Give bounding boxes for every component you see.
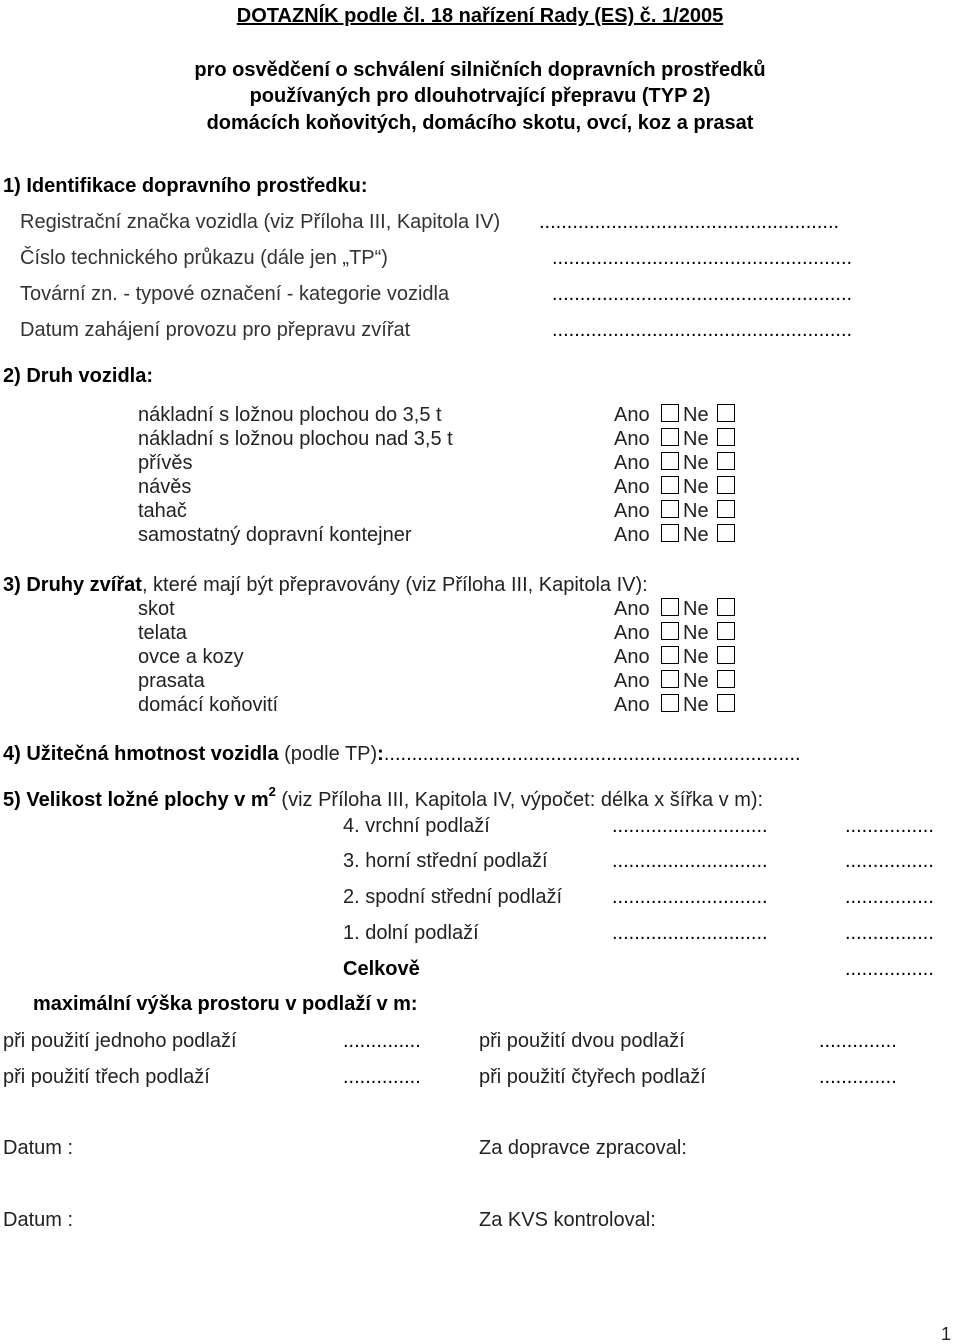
section-5-heading	[3, 784, 764, 811]
no-label: Ne	[683, 622, 709, 644]
section-4-number: 4)	[3, 743, 27, 765]
no-label: Ne	[683, 646, 709, 668]
section-5-heading-bold: 5) Velikost ložné plochy v m	[3, 789, 269, 811]
no-checkbox[interactable]	[717, 404, 735, 422]
floor-length-field[interactable]: ............................	[612, 815, 768, 837]
no-checkbox[interactable]	[717, 622, 735, 640]
animal-type-label: domácí koňovití	[138, 694, 279, 716]
floor-width-field[interactable]: ................	[845, 850, 934, 872]
yes-checkbox[interactable]	[661, 452, 679, 470]
section-4-heading-bold: Užitečná hmotnost vozidla	[26, 743, 279, 765]
no-checkbox[interactable]	[717, 428, 735, 446]
no-checkbox[interactable]	[717, 476, 735, 494]
yes-label: Ano	[614, 670, 650, 692]
yes-checkbox[interactable]	[661, 598, 679, 616]
document-subtitle-line-3: domácích koňovitých, domácího skotu, ovcí, koz a prasat	[206, 112, 754, 134]
floor-length-field[interactable]: ............................	[612, 886, 768, 908]
no-checkbox[interactable]	[717, 694, 735, 712]
vehicle-type-label: nákladní s ložnou plochou nad 3,5 t	[138, 428, 453, 450]
vehicle-type-label: tahač	[138, 500, 187, 522]
yes-checkbox[interactable]	[661, 694, 679, 712]
yes-label: Ano	[614, 428, 650, 450]
floor-label: 3. horní střední podlaží	[343, 850, 548, 872]
floor-width-field[interactable]: ................	[845, 886, 934, 908]
total-label: Celkově	[343, 958, 420, 980]
four-floor-height-label: při použití čtyřech podlaží	[479, 1066, 706, 1088]
animal-type-label: skot	[138, 598, 175, 620]
date-label-carrier: Datum :	[3, 1137, 74, 1159]
vehicle-type-label: samostatný dopravní kontejner	[138, 524, 412, 546]
yes-label: Ano	[614, 622, 650, 644]
two-floor-height-label: při použití dvou podlaží	[479, 1030, 685, 1052]
yes-label: Ano	[614, 476, 650, 498]
two-floor-height-field[interactable]: ..............	[819, 1030, 897, 1052]
no-label: Ne	[683, 694, 709, 716]
floor-label: 2. spodní střední podlaží	[343, 886, 563, 908]
no-checkbox[interactable]	[717, 524, 735, 542]
no-checkbox[interactable]	[717, 452, 735, 470]
section-4-heading	[3, 744, 801, 764]
no-label: Ne	[683, 428, 709, 450]
vehicle-type-label: návěs	[138, 476, 192, 498]
no-label: Ne	[683, 500, 709, 522]
carrier-processed-by-label: Za dopravce zpracoval:	[479, 1137, 687, 1159]
no-label: Ne	[683, 524, 709, 546]
section-1-heading: 1) Identifikace dopravního prostředku:	[3, 175, 368, 197]
document-subtitle-line-1: pro osvědčení o schválení silničních dopravních prostředků	[194, 59, 766, 81]
vehicle-type-label: nákladní s ložnou plochou do 3,5 t	[138, 404, 442, 426]
yes-checkbox[interactable]	[661, 670, 679, 688]
four-floor-height-field[interactable]: ..............	[819, 1066, 897, 1088]
section-4-heading-rest: (podle TP)	[278, 743, 378, 765]
floor-length-field[interactable]: ............................	[612, 850, 768, 872]
floor-label: 4. vrchní podlaží	[343, 815, 490, 837]
section-2-heading: 2) Druh vozidla:	[3, 365, 154, 387]
no-checkbox[interactable]	[717, 500, 735, 518]
operation-start-date-field[interactable]: ......................................................	[552, 319, 853, 341]
page-number: 1	[941, 1324, 952, 1344]
floor-width-field[interactable]: ................	[845, 815, 934, 837]
yes-checkbox[interactable]	[661, 646, 679, 664]
yes-label: Ano	[614, 598, 650, 620]
floor-length-field[interactable]: ............................	[612, 922, 768, 944]
yes-checkbox[interactable]	[661, 524, 679, 542]
yes-label: Ano	[614, 452, 650, 474]
no-checkbox[interactable]	[717, 646, 735, 664]
registration-plate-label: Registrační značka vozidla (viz Příloha III, Kapitola IV)	[20, 211, 501, 233]
operation-start-date-label: Datum zahájení provozu pro přepravu zvířat	[20, 319, 411, 341]
no-label: Ne	[683, 404, 709, 426]
floor-label: 1. dolní podlaží	[343, 922, 479, 944]
no-label: Ne	[683, 476, 709, 498]
yes-label: Ano	[614, 404, 650, 426]
one-floor-height-label: při použití jednoho podlaží	[3, 1030, 237, 1052]
payload-field[interactable]: ...........................................................................	[383, 743, 801, 765]
no-checkbox[interactable]	[717, 670, 735, 688]
section-3-heading-rest: , které mají být přepravovány (viz Příloha III, Kapitola IV):	[141, 574, 648, 596]
yes-checkbox[interactable]	[661, 428, 679, 446]
yes-label: Ano	[614, 500, 650, 522]
technical-certificate-label: Číslo technického průkazu (dále jen „TP“)	[20, 247, 388, 269]
no-label: Ne	[683, 598, 709, 620]
one-floor-height-field[interactable]: ..............	[343, 1030, 421, 1052]
yes-label: Ano	[614, 694, 650, 716]
yes-label: Ano	[614, 646, 650, 668]
technical-certificate-field[interactable]: ......................................................	[552, 247, 853, 269]
animal-type-label: ovce a kozy	[138, 646, 244, 668]
document-title: DOTAZNÍK podle čl. 18 nařízení Rady (ES) č. 1/2005	[236, 5, 724, 27]
total-field[interactable]: ................	[845, 958, 934, 980]
section-5-heading-superscript: 2	[268, 784, 276, 800]
registration-plate-field[interactable]: ......................................................	[539, 211, 840, 233]
section-3-heading	[3, 575, 648, 595]
section-3-heading-bold: Druhy zvířat	[26, 574, 142, 596]
no-checkbox[interactable]	[717, 598, 735, 616]
section-3-number: 3)	[3, 574, 27, 596]
animal-type-label: prasata	[138, 670, 205, 692]
yes-checkbox[interactable]	[661, 476, 679, 494]
three-floor-height-field[interactable]: ..............	[343, 1066, 421, 1088]
no-label: Ne	[683, 670, 709, 692]
yes-checkbox[interactable]	[661, 500, 679, 518]
three-floor-height-label: při použití třech podlaží	[3, 1066, 210, 1088]
animal-type-label: telata	[138, 622, 187, 644]
max-height-heading: maximální výška prostoru v podlaží v m:	[33, 993, 418, 1015]
section-5-heading-rest: (viz Příloha III, Kapitola IV, výpočet: délka x šířka v m):	[275, 789, 764, 811]
yes-checkbox[interactable]	[661, 622, 679, 640]
yes-checkbox[interactable]	[661, 404, 679, 422]
section-4-colon: :	[377, 743, 384, 765]
kvs-checked-by-label: Za KVS kontroloval:	[479, 1209, 656, 1231]
manufacturer-type-label: Tovární zn. - typové označení - kategorie vozidla	[20, 283, 450, 305]
manufacturer-type-field[interactable]: ......................................................	[552, 283, 853, 305]
no-label: Ne	[683, 452, 709, 474]
vehicle-type-label: přívěs	[138, 452, 193, 474]
floor-width-field[interactable]: ................	[845, 922, 934, 944]
yes-label: Ano	[614, 524, 650, 546]
date-label-kvs: Datum :	[3, 1209, 74, 1231]
document-subtitle-line-2: používaných pro dlouhotrvající přepravu (TYP 2)	[249, 85, 711, 107]
